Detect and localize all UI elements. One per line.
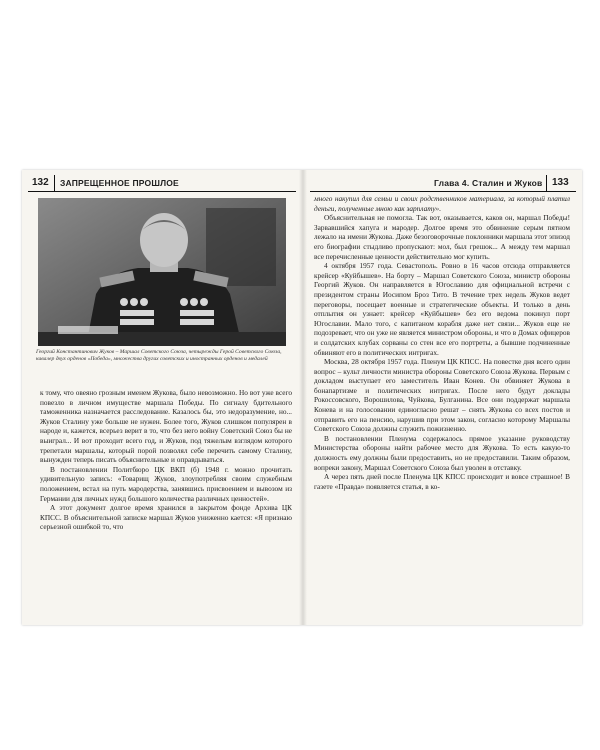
book-gutter [299, 170, 307, 625]
left-page-number: 132 [32, 177, 49, 188]
paragraph: А этот документ долгое время хранился в закрытом фонде Архива ЦК КПСС. В объяснительной записке маршал Жуков униженно кается: «Я признаю серьезной ошибкой то, что [40, 503, 292, 532]
photo-caption: Георгий Константинович Жуков – Маршал Советского Союза, четырежды Герой Советского Союза, кавалер двух орденов «Победа», множества других советских и иностранных орденов и медалей [36, 349, 282, 362]
paragraph: много накупил для семьи и своих родственников материала, за который платил деньги, полученные мною как зарплату». [314, 194, 570, 213]
portrait-photo [38, 198, 286, 346]
header-divider [54, 175, 55, 191]
marshal-portrait-image [38, 198, 286, 346]
left-page-body [40, 388, 292, 532]
paragraph: В постановлении Пленума содержалось прямое указание руководству Министерства обороны найти рабочее место для Жукова. То есть какую-то должность ему должны были предоставить, но не предоставили. Таким образом, вопреки закону, Маршал Советского Союза был уволен в отставку. [314, 433, 570, 472]
right-page-header [310, 175, 576, 191]
paragraph: В постановлении Политбюро ЦК ВКП (б) 1948 г. можно прочитать удивительную запись: «Товарищ Жуков, злоупотребляя своим служебным положением, встал на путь мародерства, занявшись присвоением и вывозом из Германии для личных нужд большого количества различных ценностей». [40, 464, 292, 503]
right-page-body [314, 194, 570, 491]
book-spread [22, 170, 582, 625]
paragraph: 4 октября 1957 года. Севастополь. Ровно в 16 часов отсюда отправляется крейсер «Куйбышев». На борту – Маршал Советского Союза, министр обороны Георгий Жуков. Он направляется в Югославию для официальной встречи с президентом страны Иосипом Броз Тито. В течение трех недель Жуков ведет переговоры, посещает военные и стратегические объекты. И только в день отплытия он узнает: крейсер «Куйбышев» без его ведома покинул порт Югославии. Мало того, с капитаном корабля даже нет связи... Жуков еще не подозревает, что он уже не является министром обороны, и что в Домах офицеров и солдатских клубах сорваны со стен все его портреты, а бывшие подчиненные обвиняют его в политических интригах. [314, 261, 570, 357]
header-divider [546, 175, 547, 191]
right-header-title: Глава 4. Сталин и Жуков [434, 178, 543, 188]
paragraph: Москва, 28 октября 1957 года. Пленум ЦК КПСС. На повестке дня всего один вопрос – культ личности министра обороны Советского Союза Жукова. Первым с докладом выступает его заместитель Иван Конев. Он обвиняет Жукова в бонапартизме и политических интригах. После него будут доклады Рокоссовского, Ворошилова, Чуйкова, Булганина. Все они поддержат маршала Конева и на голосовании единогласно решат – снять Жукова со всех постов и отправить его на пенсию, нарушив при этом закон, согласно которому Маршалы Советского Союза должны служить пожизненно. [314, 357, 570, 434]
left-page-header [28, 175, 296, 191]
header-rule [310, 191, 576, 192]
paragraph: Объяснительная не помогла. Так вот, оказывается, каков он, маршал Победы! Зарвавшийся хапуга и мародер. Долгое время это обвинение серым пятном лежало на имени Жукова. Даже безоговорочные поклонники маршала этот эпизод его биографии стыдливо пропускают: мол, был грешок... А между тем маршал все перечисленные ценности действительно мог купить. [314, 213, 570, 261]
paragraph: к тому, что овеяно грозным именем Жукова, было невозможно. Но вот уже всего повезло в личном имуществе маршала Победы. По сигналу бдительного таможенника назначается расследование. Казалось бы, это недоразумение, но... Жуков Сталину уже больше не нужен. Более того, Жуков слишком популярен в народе и, кажется, всерьез верит в то, что без него войну Советский Союз бы не выиграл... И вот проходит всего год, и Жуков, под тяжелым взглядом которого трепетали маршалы, который порой позволял себе перечить самому Сталину, вынужден теперь писать объяснительные и оправдываться. [40, 388, 292, 465]
left-header-title: ЗАПРЕЩЕННОЕ ПРОШЛОЕ [60, 178, 179, 188]
header-rule [28, 191, 296, 192]
paragraph: А через пять дней после Пленума ЦК КПСС происходит и вовсе страшное! В газете «Правда» появляется статья, в ко- [314, 472, 570, 491]
right-page-number: 133 [552, 177, 569, 188]
